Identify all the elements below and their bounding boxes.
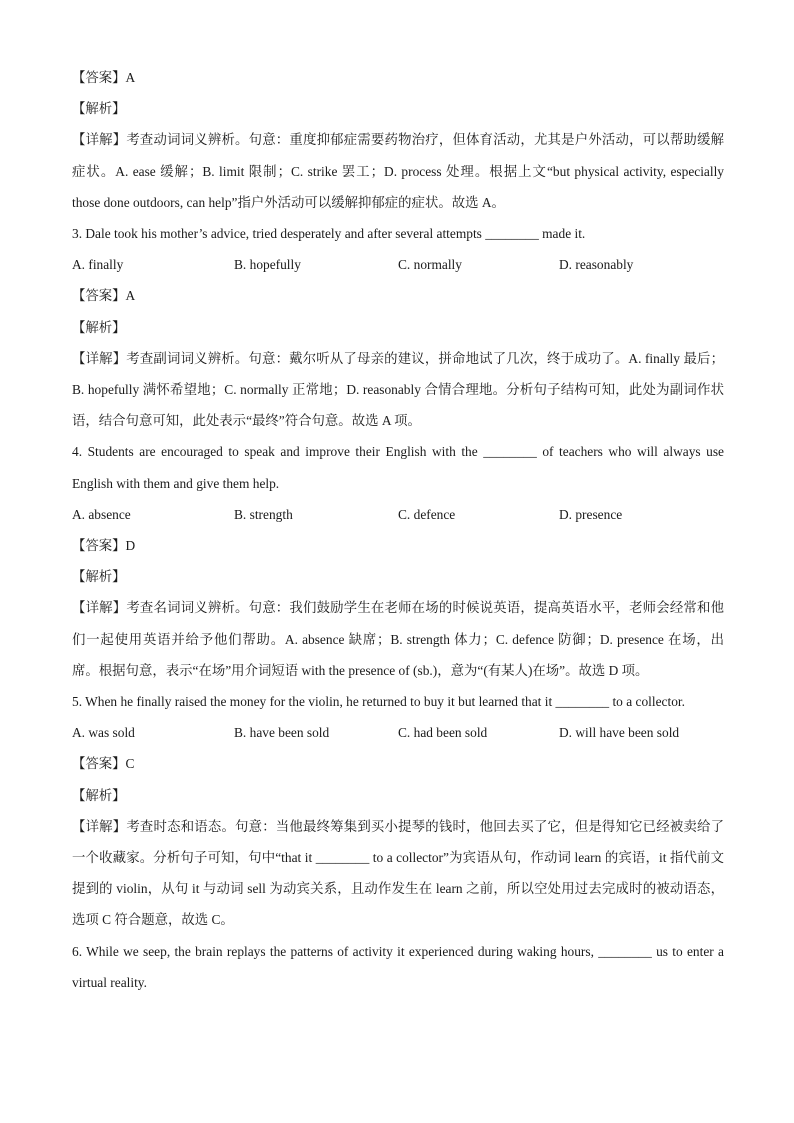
q5-analysis: 【解析】 <box>72 787 126 803</box>
document-body <box>72 62 724 998</box>
q5-options <box>72 717 724 748</box>
q3-analysis: 【解析】 <box>72 319 126 335</box>
q3-detail: 【详解】考查副词词义辨析。句意：戴尔听从了母亲的建议，拼命地试了几次，终于成功了。A. finally 最后；B. hopefully 满怀希望地；C. normally 正常地；D. reasonably 合情合理地。分析句子结构可知，此处为副词作状语，结合句意可知，此处表示“最终”符合句意。故选 A 项。 <box>72 350 724 429</box>
option-b: B. hopefully <box>234 257 301 273</box>
q5-answer: 【答案】C <box>72 756 135 772</box>
q4-options <box>72 499 724 530</box>
option-d: D. reasonably <box>559 257 634 273</box>
option-a: A. finally <box>72 257 124 273</box>
q3-answer: 【答案】A <box>72 288 136 304</box>
option-c: C. had been sold <box>398 725 488 741</box>
q4-stem: 4. Students are encouraged to speak and improve their English with the ________ of teachers who will always use English with them and give them help. <box>72 444 724 491</box>
option-b: B. strength <box>234 506 293 522</box>
q4-detail: 【详解】考查名词词义辨析。句意：我们鼓励学生在老师在场的时候说英语，提高英语水平，老师会经常和他们一起使用英语并给予他们帮助。A. absence 缺席；B. strength 体力；C. defence 防御；D. presence 在场，出席。根据句意，表示“在场”用介词短语 with the presence of (sb.)，意为“(有某人)在场”。故选 D 项。 <box>72 600 724 678</box>
q5-stem: 5. When he finally raised the money for the violin, he returned to buy it but learned that it ________ to a collector. <box>72 693 685 709</box>
option-c: C. defence <box>398 506 456 522</box>
option-d: D. will have been sold <box>559 725 680 741</box>
option-d: D. presence <box>559 506 623 522</box>
option-a: A. was sold <box>72 725 135 741</box>
q2-detail: 【详解】考查动词词义辨析。句意：重度抑郁症需要药物治疗，但体育活动，尤其是户外活动，可以帮助缓解症状。A. ease 缓解；B. limit 限制；C. strike 罢工；D. process 处理。根据上文“but physical activity, especially those done outdoors, can help”指户外活动可以缓解抑郁症的症状。故选 A。 <box>72 132 724 210</box>
q5-detail: 【详解】考查时态和语态。句意：当他最终筹集到买小提琴的钱时，他回去买了它，但是得知它已经被卖给了一个收藏家。分析句子可知，句中“that it ________ to a collector”为宾语从句，作动词 learn 的宾语，it 指代前文提到的 violin，从句 it 与动词 sell 为动宾关系，且动作发生在 learn 之前，所以空处用过去完成时的被动语态，选项 C 符合题意，故选 C。 <box>72 818 724 928</box>
option-b: B. have been sold <box>234 725 330 741</box>
option-a: A. absence <box>72 506 131 522</box>
q2-analysis: 【解析】 <box>72 101 126 117</box>
q4-answer: 【答案】D <box>72 537 136 553</box>
q3-stem: 3. Dale took his mother’s advice, tried desperately and after several attempts ________ made it. <box>72 225 586 241</box>
q6-stem: 6. While we seep, the brain replays the patterns of activity it experienced during waking hours, ________ us to enter a virtual reality. <box>72 943 724 990</box>
option-c: C. normally <box>398 257 462 273</box>
q3-options <box>72 249 724 280</box>
q4-analysis: 【解析】 <box>72 569 126 585</box>
q2-answer: 【答案】A <box>72 70 136 85</box>
